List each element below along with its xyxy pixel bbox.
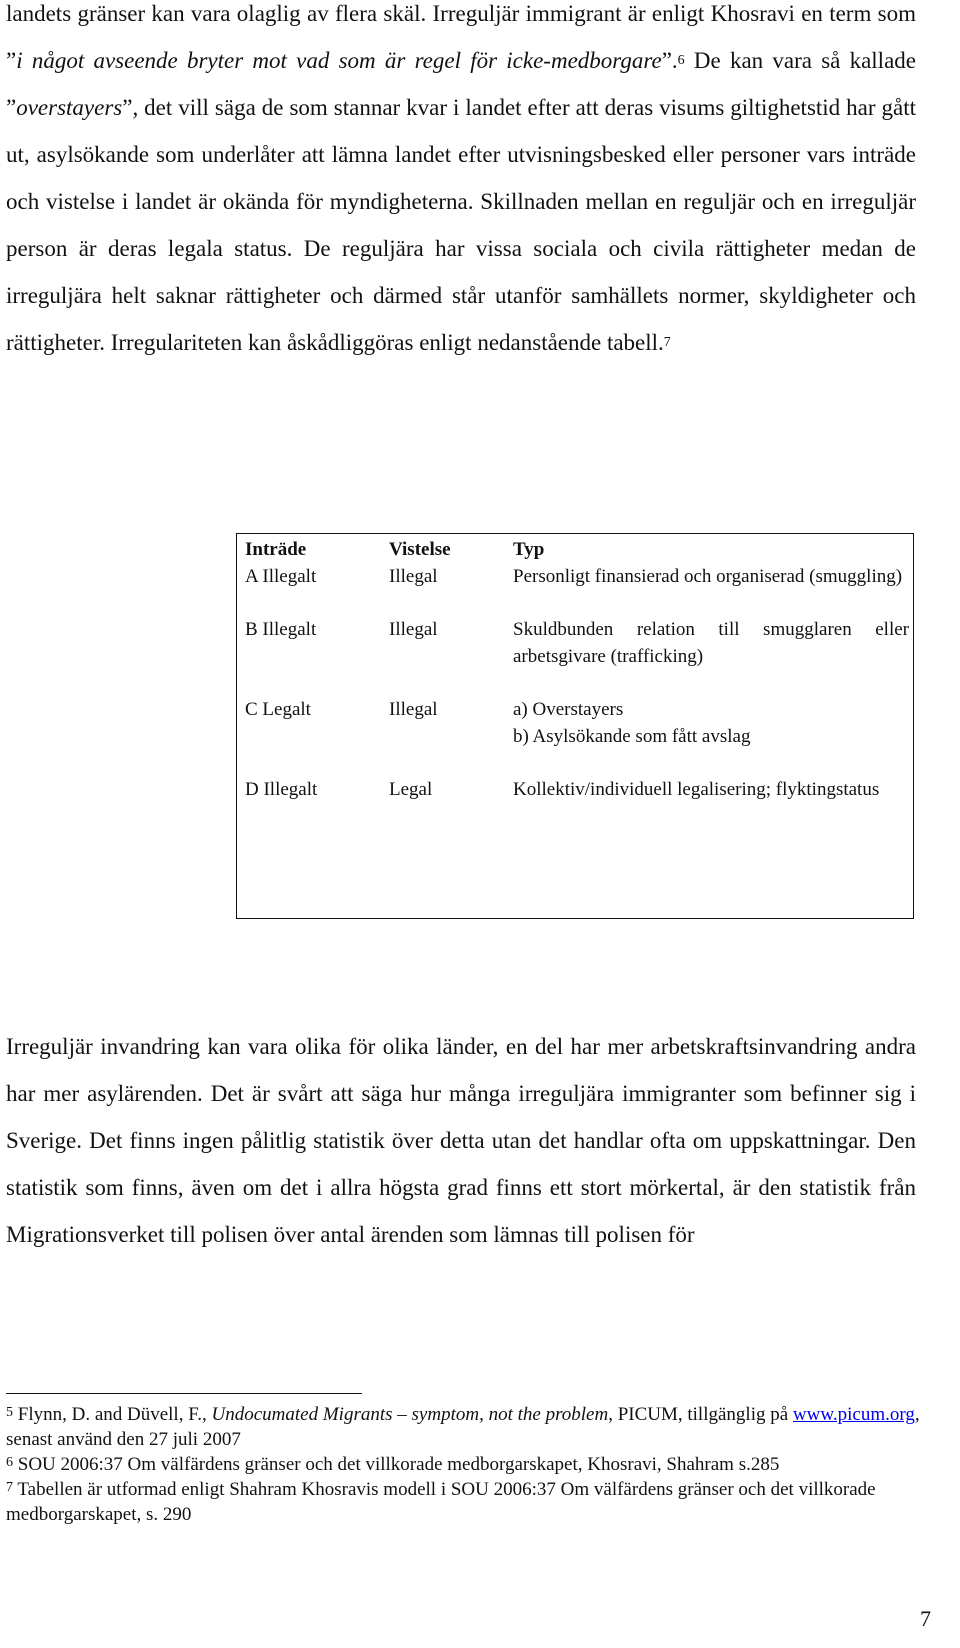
cell-stay: Illegal <box>389 619 438 640</box>
table-row <box>237 616 913 696</box>
footnote-ref-6[interactable]: 6 <box>677 53 685 68</box>
cell-stay: Illegal <box>389 699 438 720</box>
table-row <box>237 776 913 803</box>
body-paragraph-1 <box>6 0 916 366</box>
header-entry: Inträde <box>245 539 307 560</box>
footnote-title: Undocumated Migrants – symptom, not the problem <box>211 1404 609 1425</box>
irregularity-table <box>236 533 914 919</box>
cell-entry: A Illegalt <box>245 566 317 587</box>
footnote-7 <box>6 1477 946 1527</box>
cell-type <box>505 696 913 776</box>
footnote-text: , senast använd den 27 juli 2007 <box>6 1404 920 1450</box>
p1-text-b: ”. <box>661 48 678 73</box>
cell-type: Skuldbunden relation till smugglaren eller arbetsgivare (trafficking) <box>513 619 909 667</box>
cell-stay: Legal <box>389 779 433 800</box>
cell-type-line-b: b) Asylsökande som fått avslag <box>513 726 751 747</box>
footnote-5 <box>6 1402 946 1452</box>
cell-type: Kollektiv/individuell legalisering; flyktingstatus <box>513 779 880 800</box>
footnote-text: Flynn, D. and Düvell, F., <box>13 1404 212 1425</box>
picum-link[interactable]: www.picum.org <box>792 1404 915 1425</box>
cell-stay: Illegal <box>389 566 438 587</box>
table-row <box>237 696 913 776</box>
footnote-number: 6 <box>6 1455 13 1470</box>
cell-entry: D Illegalt <box>245 779 318 800</box>
footnotes <box>6 1402 946 1527</box>
header-stay: Vistelse <box>389 539 451 560</box>
p1-text-d: ”, det vill säga de som stannar kvar i landet efter att deras visums giltighetstid har gått ut, asylsökande som underlåter att lämna landet efter utvisningsbesked eller personer vars inträde och vistelse i landet är okända för myndigheterna. Skillnaden mellan en reguljär och en irreguljär person är deras legala status. De reguljära har vissa sociala och civila rättigheter medan de irreguljära helt saknar rättigheter och därmed står utanför samhällets normer, skyldigheter och rättigheter. Irregulariteten kan åskådliggöras enligt nedanstående tabell. <box>6 95 916 355</box>
footnote-number: 7 <box>6 1480 13 1495</box>
p1-quote: i något avseende bryter mot vad som är regel för icke-medborgare <box>16 48 662 73</box>
footnote-text: , PICUM, tillgänglig på <box>608 1404 793 1425</box>
cell-entry: B Illegalt <box>245 619 317 640</box>
footnote-ref-7[interactable]: 7 <box>663 335 671 350</box>
p1-text-a: landets gränser kan vara olaglig av flera skäl. Irreguljär immigrant är enligt Khosravi en term som ” <box>6 1 916 73</box>
p1-text-c: De kan vara så kallade ” <box>6 48 916 120</box>
page-number: 7 <box>920 1606 931 1631</box>
footnote-number: 5 <box>6 1405 13 1420</box>
footnote-6 <box>6 1452 946 1477</box>
footnote-text: SOU 2006:37 Om välfärdens gränser och det villkorade medborgarskapet, Khosravi, Shahram s.285 <box>13 1454 780 1475</box>
footnote-text: Tabellen är utformad enligt Shahram Khosravis modell i SOU 2006:37 Om välfärdens gränser och det villkorade medborgarskapet, s. 290 <box>6 1479 876 1525</box>
table-row <box>237 563 913 616</box>
cell-type-line-a: a) Overstayers <box>513 699 624 720</box>
header-type: Typ <box>513 539 545 560</box>
body-paragraph-2: Irreguljär invandring kan vara olika för olika länder, en del har mer arbetskraftsinvandring andra har mer asylärenden. Det är svårt att säga hur många irreguljära immigranter som befinner sig i Sverige. Det finns ingen pålitlig statistik över detta utan det handlar ofta om uppskattningar. Den statistik som finns, även om det i allra högsta grad finns ett stort mörkertal, är den statistik från Migrationsverket till polisen över antal ärenden som lämnas till polisen för <box>6 1034 916 1247</box>
cell-entry: C Legalt <box>245 699 311 720</box>
p1-overstayers: overstayers <box>16 95 123 120</box>
cell-type: Personligt finansierad och organiserad (smuggling) <box>513 566 903 587</box>
table-header-row <box>237 534 913 563</box>
footnote-separator <box>6 1393 362 1394</box>
